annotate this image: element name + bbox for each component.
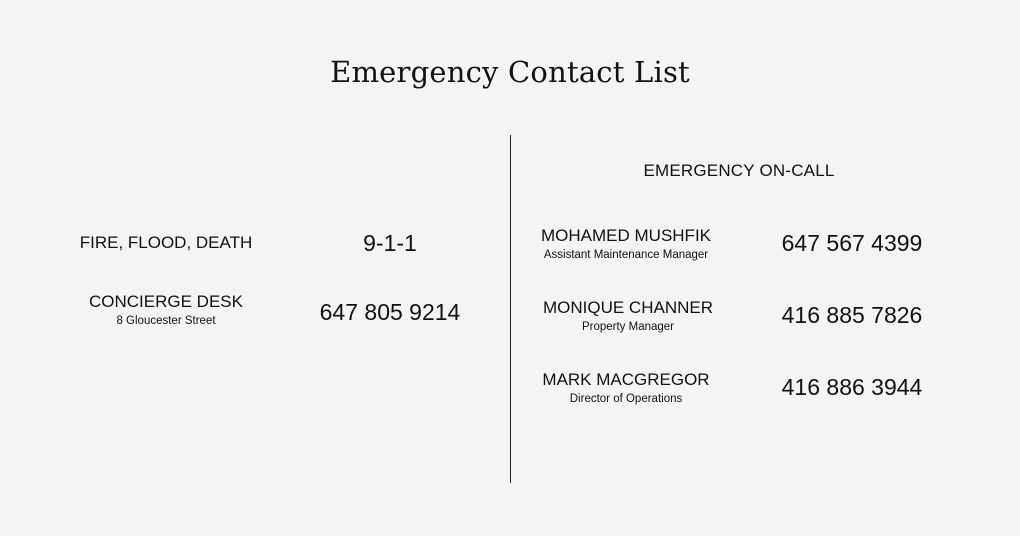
on-call-contact-mushfik xyxy=(506,225,746,263)
contact-name: MONIQUE CHANNER xyxy=(542,298,713,317)
contact-address: 8 Gloucester Street xyxy=(116,315,216,327)
contact-label: FIRE, FLOOD, DEATH xyxy=(79,233,253,252)
contact-role: Assistant Maintenance Manager xyxy=(543,249,709,261)
section-heading-on-call: EMERGENCY ON-CALL xyxy=(643,161,835,180)
page-title: Emergency Contact List xyxy=(330,55,690,89)
on-call-contact-macgregor xyxy=(506,369,746,407)
contact-name: MOHAMED MUSHFIK xyxy=(541,226,711,245)
contact-phone-concierge: 647 805 9214 xyxy=(319,299,461,325)
contact-phone-mushfik: 647 567 4399 xyxy=(781,230,923,256)
contact-concierge-desk xyxy=(66,291,266,329)
contact-role: Director of Operations xyxy=(569,393,683,405)
contact-phone-911: 9-1-1 xyxy=(363,230,417,256)
contact-phone-channer: 416 885 7826 xyxy=(781,302,923,328)
on-call-contact-channer xyxy=(508,297,748,335)
contact-label: CONCIERGE DESK xyxy=(89,292,243,311)
contact-name: MARK MACGREGOR xyxy=(542,370,710,389)
contact-fire-flood-death xyxy=(66,232,266,254)
contact-phone-macgregor: 416 886 3944 xyxy=(781,374,923,400)
contact-role: Property Manager xyxy=(581,321,675,333)
